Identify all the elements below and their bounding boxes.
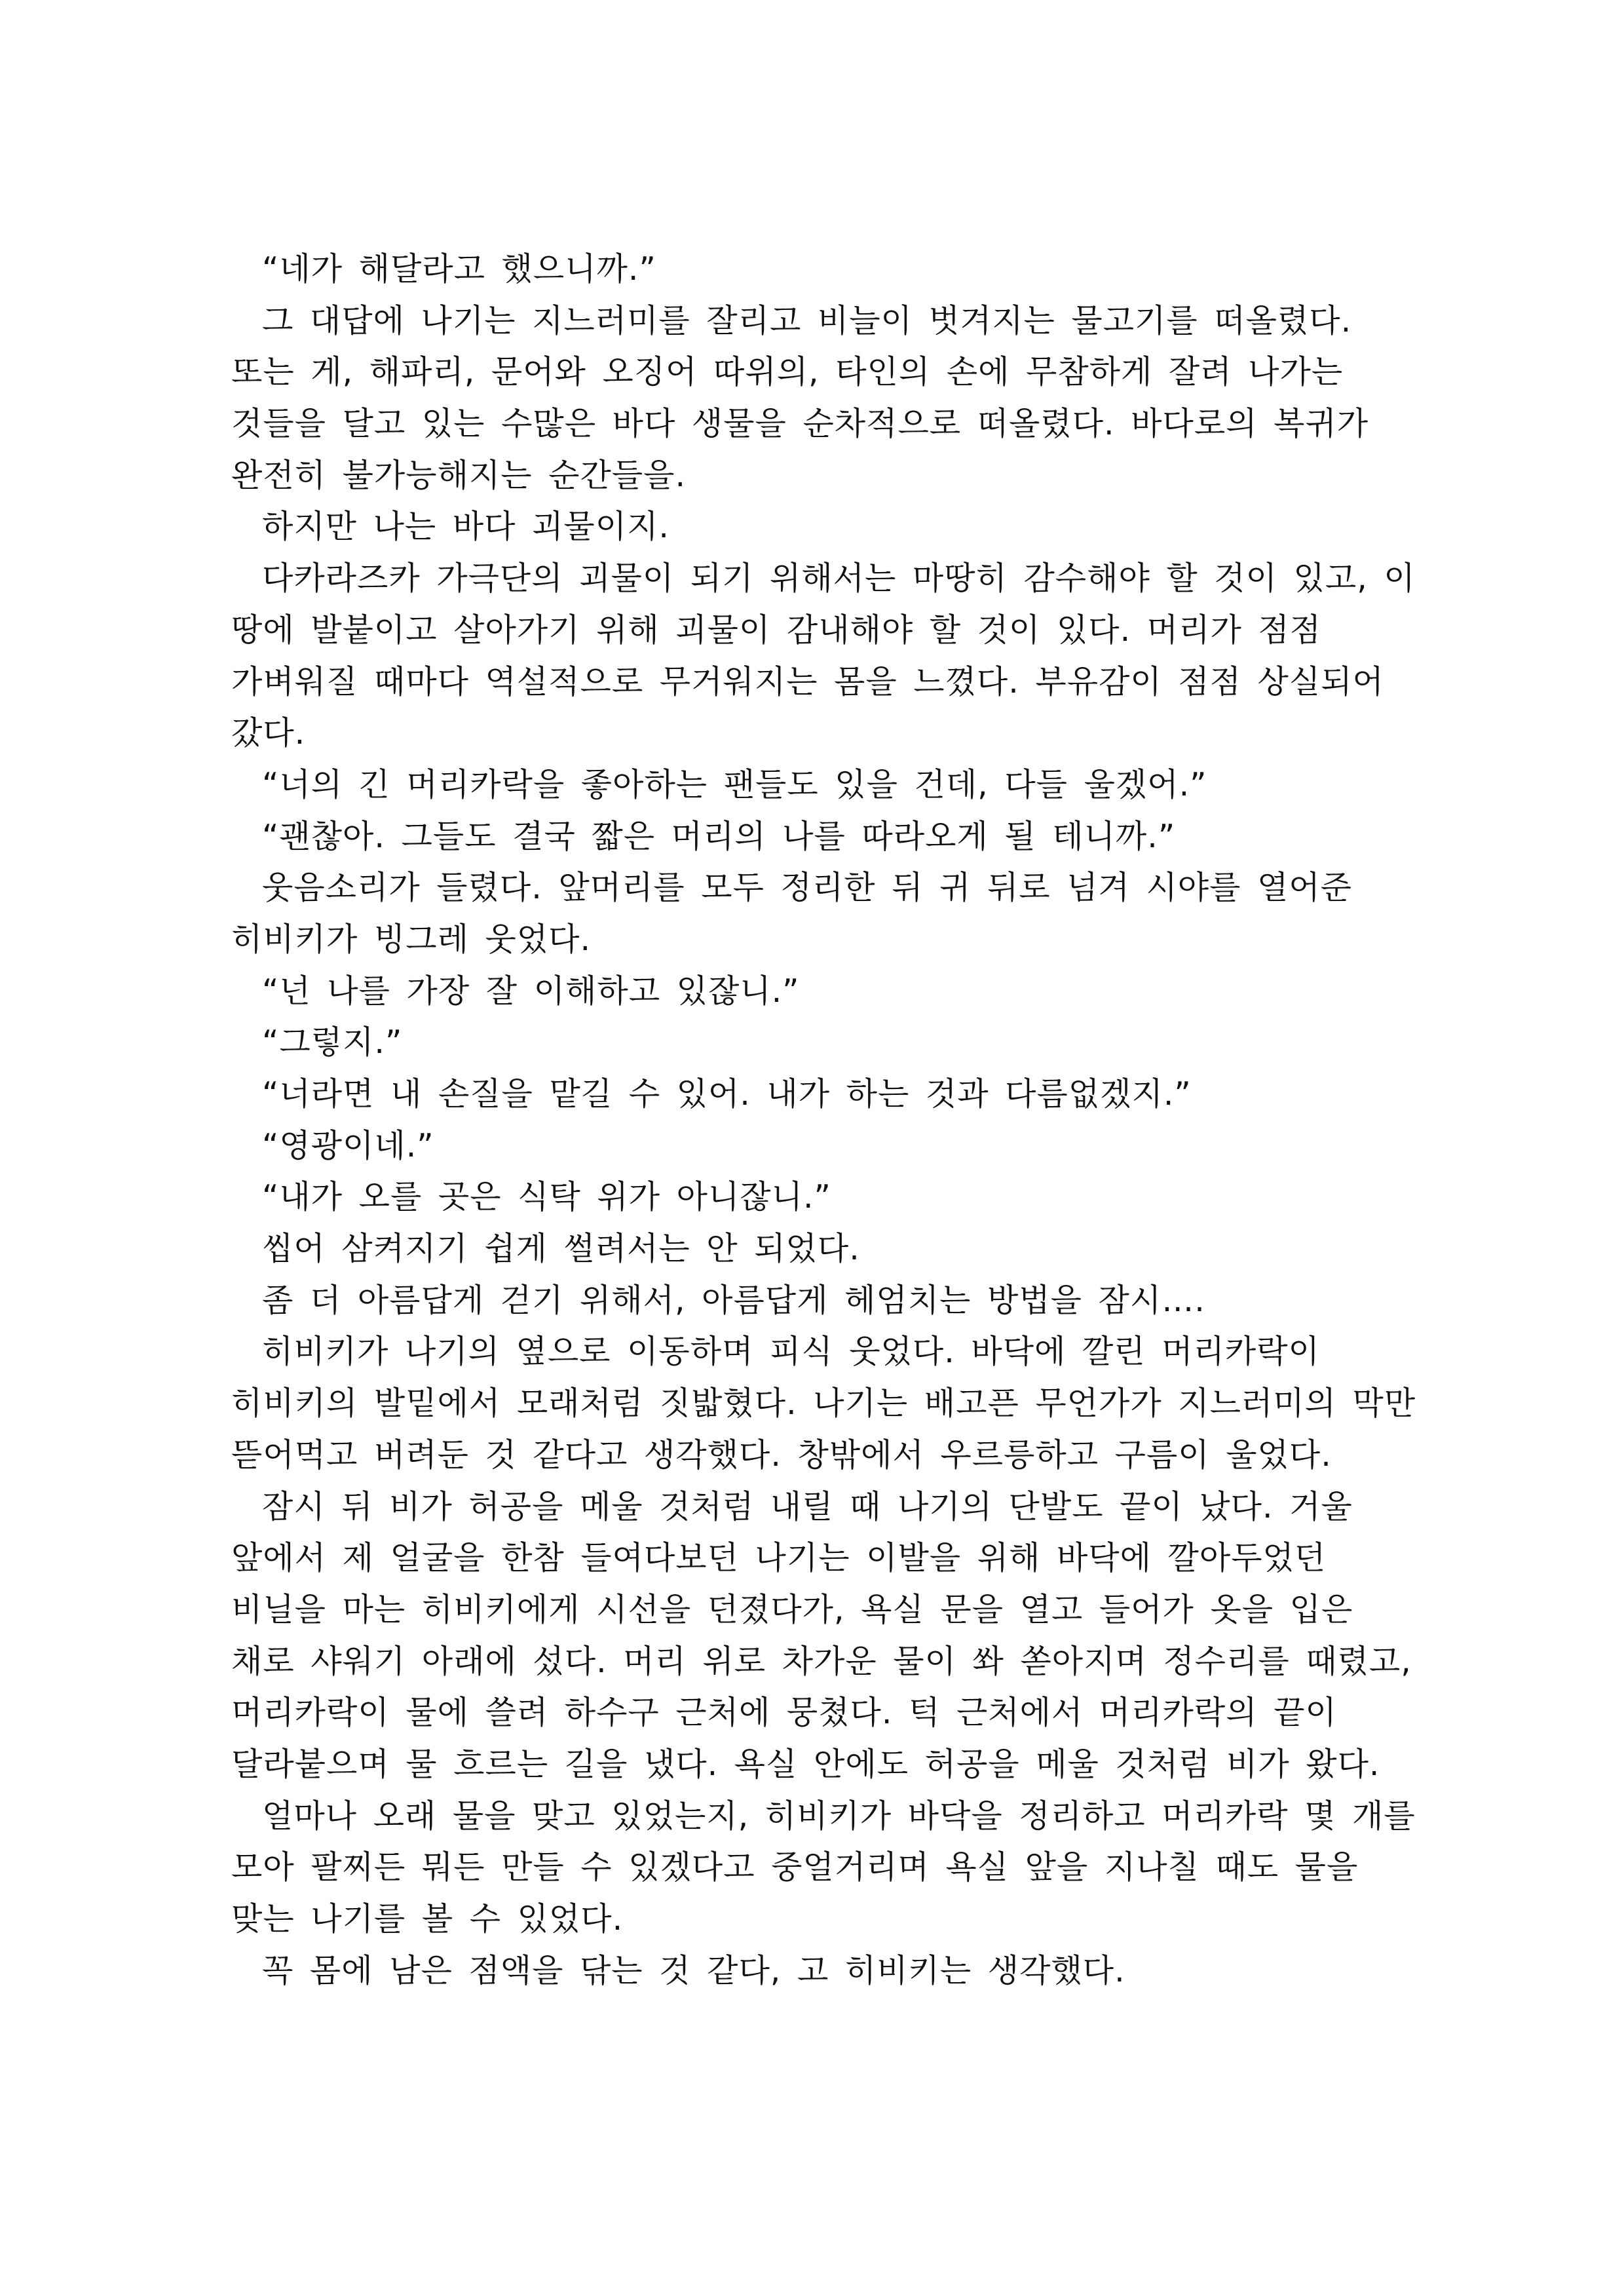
text-line: 다카라즈카 가극단의 괴물이 되기 위해서는 마땅히 감수해야 할 것이 있고, 이 [262, 560, 1416, 598]
text-line: 갔다. [231, 714, 306, 752]
text-line: 완전히 불가능해지는 순간들을. [231, 456, 687, 494]
text-line: 꼭 몸에 남은 점액을 닦는 것 같다, 고 히비키는 생각했다. [262, 1951, 1125, 1989]
text-line: 웃음소리가 들렸다. 앞머리를 모두 정리한 뒤 귀 뒤로 넘겨 시야를 열어준 [262, 869, 1353, 907]
text-line: “괜찮아. 그들도 결국 짧은 머리의 나를 따라오게 될 테니까.” [262, 817, 1176, 855]
text-line: 좀 더 아름답게 걷기 위해서, 아름답게 헤엄치는 방법을 잠시…. [262, 1281, 1205, 1319]
text-line: 머리카락이 물에 쓸려 하수구 근처에 뭉쳤다. 턱 근처에서 머리카락의 끝이 [231, 1694, 1337, 1732]
text-line: 하지만 나는 바다 괴물이지. [262, 508, 670, 546]
text-line: “내가 오를 곳은 식탁 위가 아니잖니.” [262, 1178, 831, 1216]
text-line: “영광이네.” [262, 1126, 434, 1164]
text-line: 비닐을 마는 히비키에게 시선을 던졌다가, 욕실 문을 열고 들어가 옷을 입은 [231, 1590, 1353, 1628]
text-line: 히비키가 빙그레 웃었다. [231, 920, 592, 958]
text-line: 땅에 발붙이고 살아가기 위해 괴물이 감내해야 할 것이 있다. 머리가 점점 [231, 611, 1322, 649]
text-line: “네가 해달라고 했으니까.” [262, 250, 656, 288]
text-line: “그렇지.” [262, 1024, 403, 1062]
text-line: 씹어 삼켜지기 쉽게 썰려서는 안 되었다. [262, 1230, 860, 1268]
text-line: 것들을 달고 있는 수많은 바다 생물을 순차적으로 떠올렸다. 바다로의 복귀가 [231, 405, 1369, 443]
text-line: “넌 나를 가장 잘 이해하고 있잖니.” [262, 972, 800, 1010]
text-line: “너의 긴 머리카락을 좋아하는 팬들도 있을 건데, 다들 울겠어.” [262, 765, 1207, 803]
text-line: 맞는 나기를 볼 수 있었다. [231, 1900, 624, 1938]
document-page [231, 244, 1416, 1997]
text-line: 모아 팔찌든 뭐든 만들 수 있겠다고 중얼거리며 욕실 앞을 지나칠 때도 물을 [231, 1848, 1359, 1886]
text-line: 히비키가 나기의 옆으로 이동하며 피식 웃었다. 바닥에 깔린 머리카락이 [262, 1333, 1320, 1371]
text-line: 뜯어먹고 버려둔 것 같다고 생각했다. 창밖에서 우르릉하고 구름이 울었다. [231, 1436, 1332, 1474]
text-line: “너라면 내 손질을 맡길 수 있어. 내가 하는 것과 다름없겠지.” [262, 1075, 1192, 1113]
text-line: 잠시 뒤 비가 허공을 메울 것처럼 내릴 때 나기의 단발도 끝이 났다. 거울 [262, 1487, 1353, 1525]
text-line: 얼마나 오래 물을 맞고 있었는지, 히비키가 바닥을 정리하고 머리카락 몇 개를 [262, 1797, 1416, 1835]
text-line: 히비키의 발밑에서 모래처럼 짓밟혔다. 나기는 배고픈 무언가가 지느러미의 막만 [231, 1385, 1416, 1423]
text-line: 앞에서 제 얼굴을 한참 들여다보던 나기는 이발을 위해 바닥에 깔아두었던 [231, 1539, 1327, 1577]
text-line: 달라붙으며 물 흐르는 길을 냈다. 욕실 안에도 허공을 메울 것처럼 비가 왔다. [231, 1745, 1380, 1783]
text-line: 가벼워질 때마다 역설적으로 무거워지는 몸을 느꼈다. 부유감이 점점 상실되어 [231, 662, 1384, 700]
text-line: 채로 샤워기 아래에 섰다. 머리 위로 차가운 물이 쏴 쏟아지며 정수리를 때렸고, [231, 1642, 1412, 1680]
text-line: 또는 게, 해파리, 문어와 오징어 따위의, 타인의 손에 무참하게 잘려 나가는 [231, 353, 1344, 391]
text-line: 그 대답에 나기는 지느러미를 잘리고 비늘이 벗겨지는 물고기를 떠올렸다. [262, 301, 1352, 339]
